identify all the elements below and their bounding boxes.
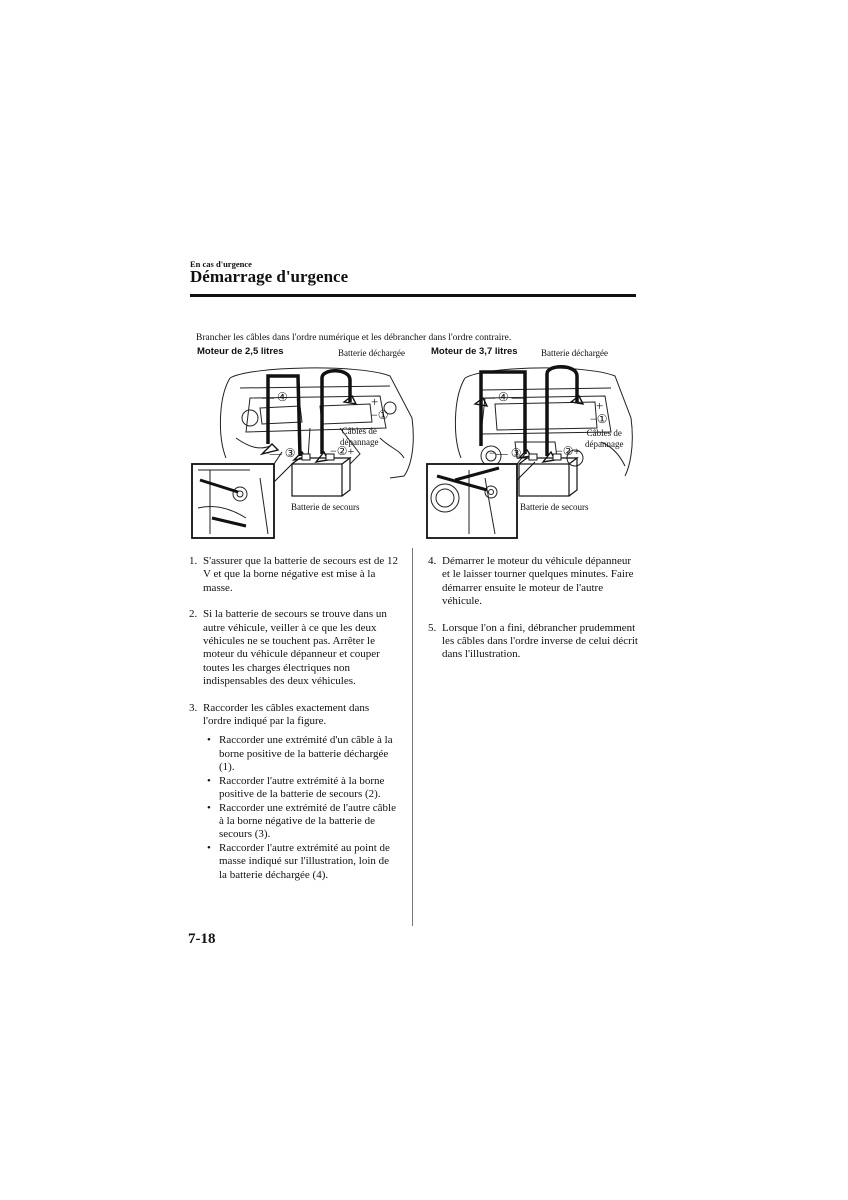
step-2 — [189, 608, 399, 688]
bullet-text: Raccorder une extrémité de l'autre câble à la borne négative de la batterie de secours (3). — [219, 801, 396, 841]
bullet-icon: • — [207, 841, 211, 854]
instructions-left-column — [189, 555, 399, 895]
marker-3-right: −— ③ — [489, 446, 522, 460]
cables-label-line2: dépannage — [585, 439, 624, 449]
bullet-icon: • — [207, 774, 211, 787]
marker-4-left: — ④ — [262, 390, 288, 404]
step-text: Démarrer le moteur du véhicule dépanneur et le laisser tourner quelques minutes. Faire démarrer ensuite le moteur de l'autre véhicule. — [442, 555, 634, 608]
step-text: S'assurer que la batterie de secours est de 12 V et que la borne négative est mise à la masse. — [203, 555, 399, 594]
step-text: Lorsque l'on a fini, débrancher prudemment les câbles dans l'ordre inverse de celui décrit dans l'illustration. — [442, 621, 638, 661]
marker-1b-right: −① — [590, 412, 608, 426]
bullet-text: Raccorder l'autre extrémité au point de masse indiqué sur l'illustration, loin de la batterie déchargée (4). — [219, 841, 390, 881]
step-number: 5. — [428, 621, 437, 634]
booster-battery-label-left: Batterie de secours — [291, 502, 360, 512]
step-4 — [428, 555, 640, 609]
marker-1-left: + — [371, 394, 379, 409]
step-text: Si la batterie de secours se trouve dans un autre véhicule, veiller à ce que les deux véhicules ne se touchent pas. Arrêter le moteur du véhicule dépanneur et couper toutes les charges électriques non indispensables des deux véhicules. — [203, 608, 387, 688]
bullet-text: Raccorder l'autre extrémité à la borne positive de la batterie de secours (2). — [219, 774, 385, 801]
bullet-list — [206, 734, 399, 881]
bullet-item — [206, 842, 399, 882]
bullet-icon: • — [207, 801, 211, 814]
cables-label-line2: dépannage — [340, 437, 379, 447]
bullet-item — [206, 802, 399, 842]
cables-label-line1: Câbles de — [586, 428, 622, 438]
engine-label-left: Moteur de 2,5 litres — [197, 346, 284, 357]
column-divider — [412, 548, 413, 926]
page-title: Démarrage d'urgence — [190, 267, 349, 286]
bullet-text: Raccorder une extrémité d'un câble à la borne positive de la batterie déchargée (1). — [219, 734, 393, 774]
marker-2-right: −②+ — [556, 444, 581, 458]
step-number: 2. — [189, 608, 198, 621]
bullet-item — [206, 775, 399, 802]
dead-battery-label-left: Batterie déchargée — [338, 348, 406, 358]
step-text: Raccorder les câbles exactement dans l'ordre indiqué par la figure. — [203, 701, 370, 728]
section-label: En cas d'urgence — [190, 259, 252, 269]
marker-1b-left: −① — [371, 408, 389, 422]
bullet-item — [206, 734, 399, 774]
engine-diagram-right — [425, 358, 637, 540]
marker-4-right: — ④ — — [483, 390, 524, 404]
marker-2-left: −②+ — [330, 444, 355, 458]
marker-3-left: −— ③ — [263, 446, 296, 460]
booster-battery-label-right: Batterie de secours — [520, 502, 589, 512]
step-number: 4. — [428, 555, 437, 567]
step-number: 1. — [189, 555, 198, 567]
cables-label-line1: Câbles de — [341, 426, 377, 436]
step-3 — [189, 702, 399, 882]
step-5 — [428, 622, 640, 662]
page-number: 7-18 — [188, 931, 216, 947]
bullet-icon: • — [207, 734, 211, 747]
marker-1-right: + — [596, 398, 604, 413]
dead-battery-label-right: Batterie déchargée — [541, 348, 609, 358]
engine-diagram-left — [190, 358, 420, 540]
step-1 — [189, 555, 399, 595]
title-rule — [190, 294, 636, 297]
instructions-right-column — [428, 555, 640, 675]
engine-label-right: Moteur de 3,7 litres — [431, 346, 518, 357]
step-number: 3. — [189, 701, 198, 714]
figure-caption: Brancher les câbles dans l'ordre numérique et les débrancher dans l'ordre contraire. — [196, 333, 512, 343]
